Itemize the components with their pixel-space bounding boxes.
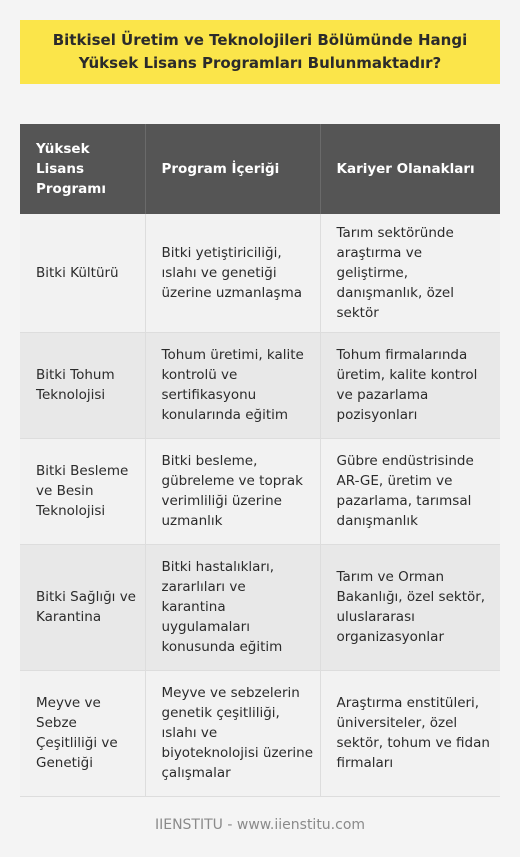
table-body (20, 214, 500, 796)
table-row (20, 332, 500, 438)
cell-career: Gübre endüstrisinde AR-GE, üretim ve pazarlama, tarımsal danışmanlık (320, 438, 500, 544)
page-title: Bitkisel Üretim ve Teknolojileri Bölümünde Hangi Yüksek Lisans Programları Bulunmaktadır? (52, 31, 468, 72)
header-program: Yüksek Lisans Programı (20, 124, 145, 214)
header-career: Kariyer Olanakları (320, 124, 500, 214)
table-header (20, 124, 500, 214)
programs-table (20, 124, 500, 797)
header-row (20, 124, 500, 214)
cell-content: Tohum üretimi, kalite kontrolü ve sertifikasyonu konularında eğitim (145, 332, 320, 438)
table-row (20, 544, 500, 670)
cell-content: Bitki besleme, gübreleme ve toprak verimliliği üzerine uzmanlık (145, 438, 320, 544)
table-row (20, 670, 500, 796)
title-banner (20, 20, 500, 84)
cell-career: Araştırma enstitüleri, üniversiteler, özel sektör, tohum ve fidan firmaları (320, 670, 500, 796)
cell-content: Bitki hastalıkları, zararlıları ve karantina uygulamaları konusunda eğitim (145, 544, 320, 670)
cell-program: Meyve ve Sebze Çeşitliliği ve Genetiği (20, 670, 145, 796)
cell-content: Meyve ve sebzelerin genetik çeşitliliği, ıslahı ve biyoteknolojisi üzerine çalışmalar (145, 670, 320, 796)
footer-credit: IIENSTITU - www.iienstitu.com (154, 817, 366, 833)
cell-program: Bitki Besleme ve Besin Teknolojisi (20, 438, 145, 544)
table-row (20, 214, 500, 332)
table-row (20, 438, 500, 544)
header-content: Program İçeriği (145, 124, 320, 214)
cell-career: Tarım ve Orman Bakanlığı, özel sektör, uluslararası organizasyonlar (320, 544, 500, 670)
cell-content: Bitki yetiştiriciliği, ıslahı ve genetiği üzerine uzmanlaşma (145, 214, 320, 332)
cell-program: Bitki Sağlığı ve Karantina (20, 544, 145, 670)
cell-program: Bitki Kültürü (20, 214, 145, 332)
cell-career: Tarım sektöründe araştırma ve geliştirme, danışmanlık, özel sektör (320, 214, 500, 332)
cell-career: Tohum firmalarında üretim, kalite kontrol ve pazarlama pozisyonları (320, 332, 500, 438)
cell-program: Bitki Tohum Teknolojisi (20, 332, 145, 438)
